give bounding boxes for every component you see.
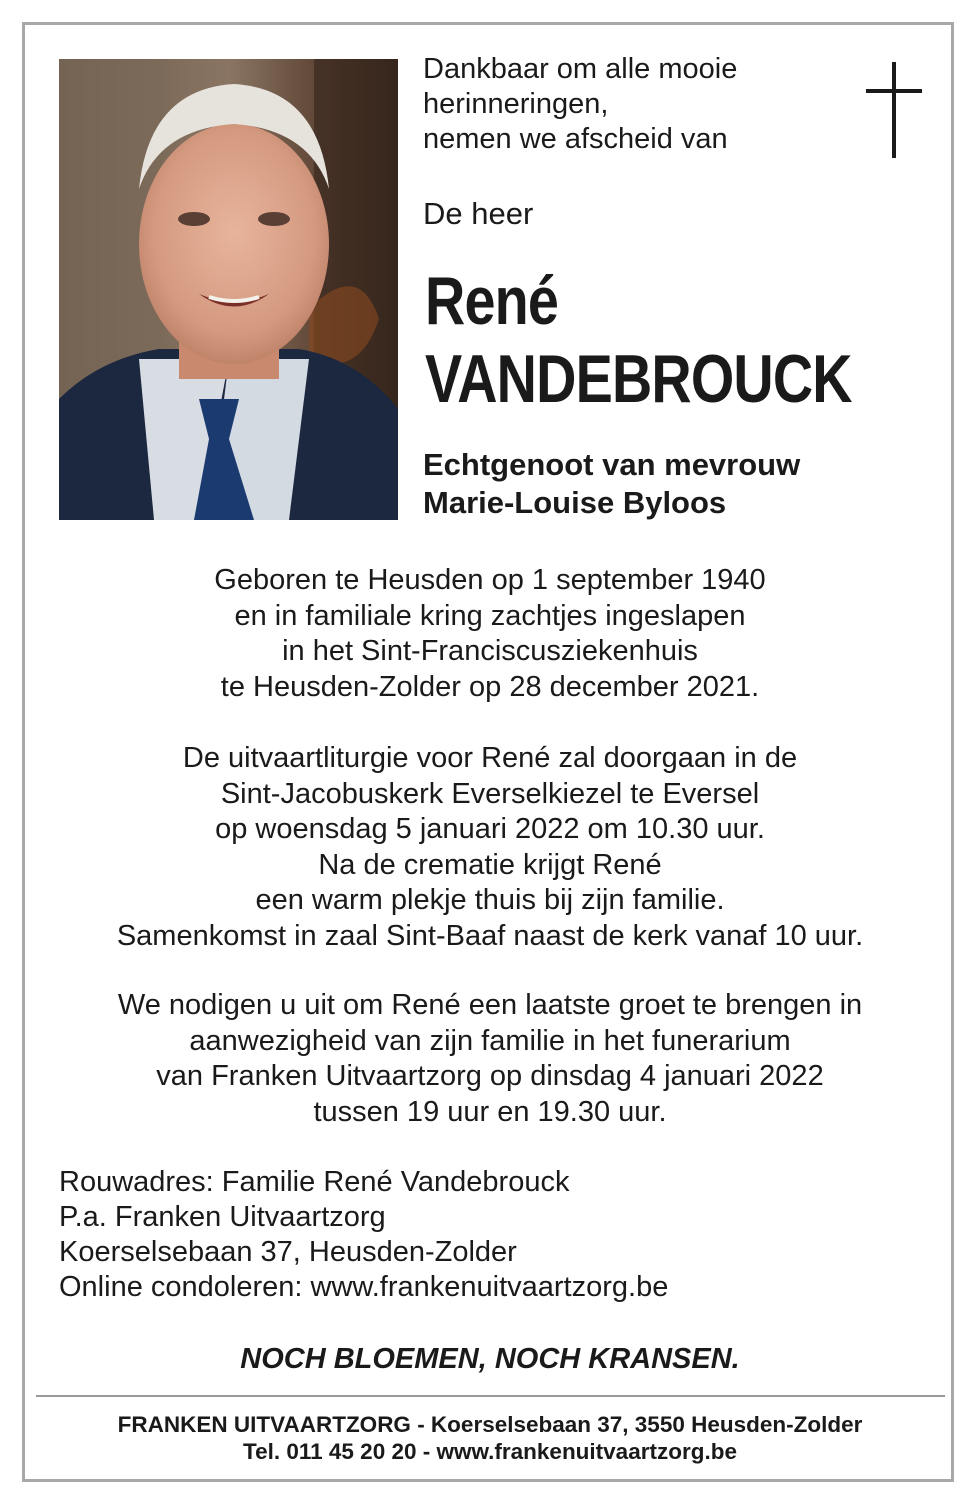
paragraph-line: van Franken Uitvaartzorg op dinsdag 4 januari 2022	[156, 1060, 824, 1092]
last-name: VANDEBROUCK	[425, 341, 852, 417]
footer-line: FRANKEN UITVAARTZORG - Koerselsebaan 37, 3550 Heusden-Zolder	[117, 1412, 863, 1437]
footer-line: Tel. 011 45 20 20 - www.frankenuitvaartzorg.be	[243, 1439, 737, 1464]
intro-line: nemen we afscheid van	[423, 123, 728, 155]
first-name: René	[425, 263, 559, 339]
paragraph-line: te Heusden-Zolder op 28 december 2021.	[220, 670, 760, 703]
divider	[36, 1395, 945, 1397]
mourning-address	[59, 1165, 668, 1305]
honorific-title: De heer	[423, 196, 534, 231]
flowers-notice: NOCH BLOEMEN, NOCH KRANSEN.	[240, 1343, 740, 1375]
address-line: Online condoleren: www.frankenuitvaartzorg.be	[59, 1271, 669, 1303]
address-line: Koerselsebaan 37, Heusden-Zolder	[59, 1236, 517, 1268]
paragraph-line: Sint-Jacobuskerk Everselkiezel te Eversel	[220, 777, 760, 810]
paragraph-line: Na de crematie krijgt René	[318, 848, 662, 881]
latin-cross-icon	[866, 62, 922, 158]
address-line: P.a. Franken Uitvaartzorg	[59, 1201, 386, 1233]
birth-death-paragraph	[40, 563, 940, 705]
funeral-paragraph	[40, 741, 940, 954]
intro-line: Dankbaar om alle mooie	[423, 53, 738, 85]
paragraph-line: Samenkomst in zaal Sint-Baaf naast de kerk vanaf 10 uur.	[116, 919, 864, 952]
paragraph-line: een warm plekje thuis bij zijn familie.	[255, 884, 725, 916]
address-line: Rouwadres: Familie René Vandebrouck	[59, 1166, 570, 1198]
spouse-info	[423, 446, 800, 522]
paragraph-line: in het Sint-Franciscusziekenhuis	[282, 635, 698, 667]
funeral-home-footer	[40, 1411, 940, 1465]
paragraph-line: op woensdag 5 januari 2022 om 10.30 uur.	[215, 813, 765, 845]
paragraph-line: aanwezigheid van zijn familie in het funerarium	[189, 1024, 791, 1057]
paragraph-line: De uitvaartliturgie voor René zal doorgaan in de	[182, 742, 798, 774]
intro-text	[423, 52, 843, 157]
visitation-paragraph	[40, 988, 940, 1130]
intro-line: herinneringen,	[423, 88, 609, 120]
paragraph-line: Geboren te Heusden op 1 september 1940	[214, 564, 766, 596]
portrait-photo	[59, 59, 398, 520]
paragraph-line: We nodigen u uit om René een laatste groet te brengen in	[117, 989, 863, 1021]
spouse-line: Marie-Louise Byloos	[423, 485, 727, 520]
paragraph-line: tussen 19 uur en 19.30 uur.	[313, 1095, 667, 1128]
deceased-name	[425, 262, 852, 418]
paragraph-line: en in familiale kring zachtjes ingeslapen	[234, 599, 746, 632]
spouse-line: Echtgenoot van mevrouw	[423, 447, 801, 482]
